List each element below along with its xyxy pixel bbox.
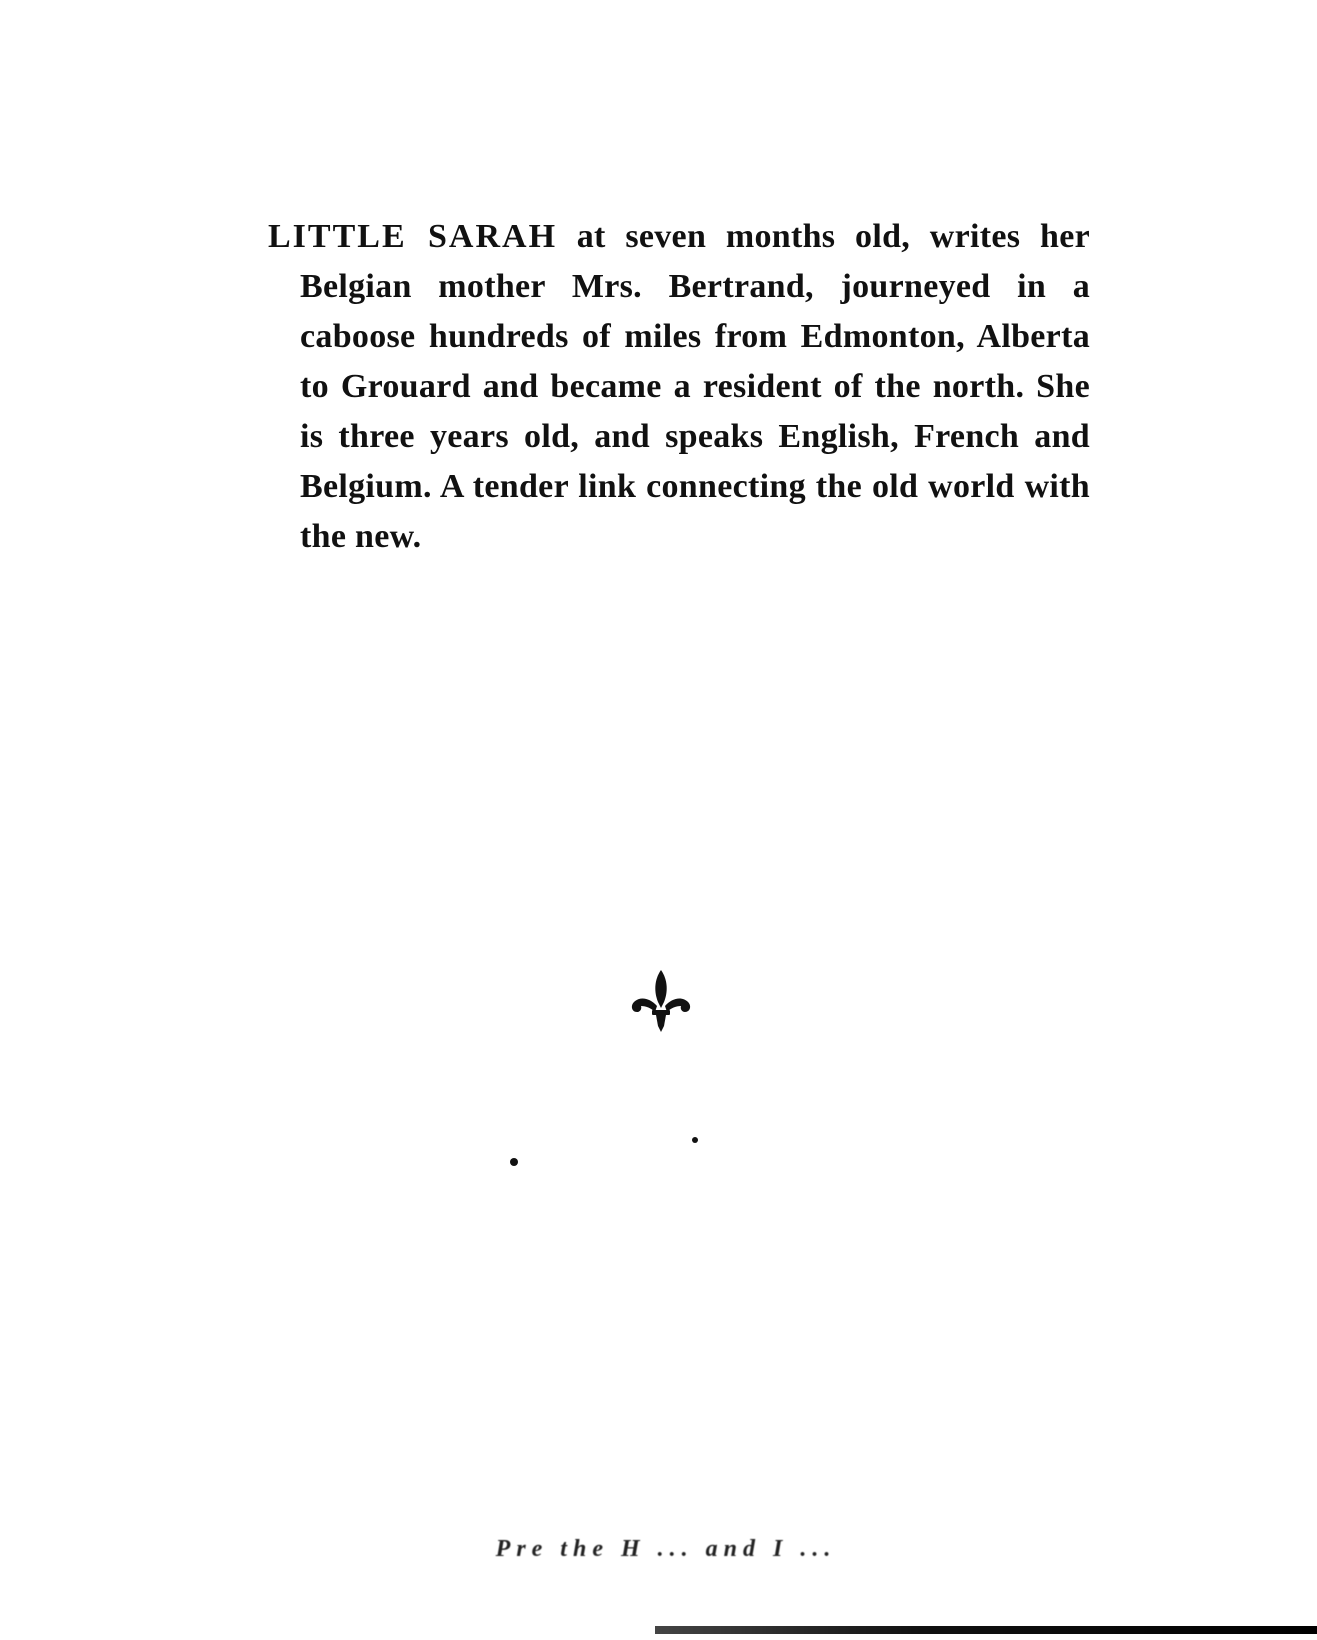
caption-paragraph — [268, 212, 1090, 562]
ink-speck — [692, 1137, 698, 1143]
bottom-edge-rule — [655, 1626, 1317, 1634]
ink-speck — [510, 1158, 518, 1166]
body-text: at seven months old, writes her Belgian mother Mrs. Bertrand, journeyed in a caboose hundreds of miles from Edmonton, Alberta to Grouard and became a resident of the north. She is three years old, and speaks English, French and Belgium. A tender link connecting the old world with the new. — [300, 218, 1090, 555]
footer-caption: Pre the H ... and I ... — [495, 1536, 837, 1562]
fleur-de-lis-icon — [630, 968, 692, 1034]
lead-words: LITTLE SARAH — [268, 218, 558, 255]
